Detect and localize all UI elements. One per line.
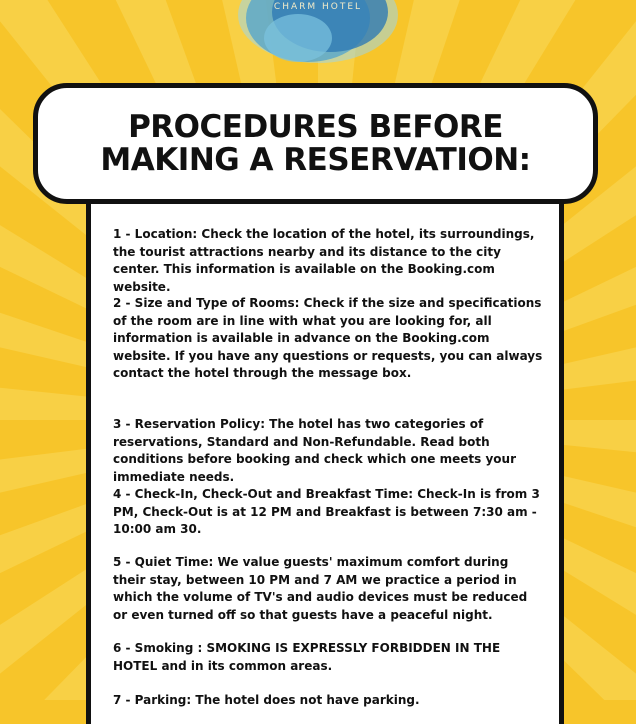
- page-title-line-2: MAKING A RESERVATION:: [100, 141, 531, 178]
- logo-text: CHARM HOTEL: [273, 2, 363, 12]
- procedure-item-reservation-policy: 3 - Reservation Policy: The hotel has two categories of reservations, Standard and Non-Refundable. Read both conditions before booking and check which one meets your immediate needs.: [113, 417, 516, 484]
- procedure-item-smoking: 6 - Smoking : SMOKING IS EXPRESSLY FORBIDDEN IN THE HOTEL and in its common areas.: [113, 641, 501, 673]
- procedure-item-quiet-time: 5 - Quiet Time: We value guests' maximum comfort during their stay, between 10 PM and 7 AM we practice a period in which the volume of TV's and audio devices must be reduced or even turned off so that guests have a peaceful night.: [113, 555, 528, 622]
- procedures-panel: [86, 204, 564, 724]
- page-title-line-1: PROCEDURES BEFORE: [128, 108, 503, 145]
- title-banner: [33, 83, 598, 204]
- procedure-item-rooms: 2 - Size and Type of Rooms: Check if the size and specifications of the room are in line with what you are looking for, all information is available in advance on the Booking.com website. If you have any questions or requests, you can always contact the hotel through the message box.: [113, 296, 543, 380]
- procedure-item-parking: 7 - Parking: The hotel does not have parking.: [113, 693, 420, 707]
- hotel-logo: [238, 0, 398, 70]
- procedure-item-check-in: 4 - Check-In, Check-Out and Breakfast Time: Check-In is from 3 PM, Check-Out is at 12 PM and Breakfast is between 7:30 am - 10:00 am 30.: [113, 487, 540, 536]
- procedure-item-location: 1 - Location: Check the location of the hotel, its surroundings, the tourist attractions nearby and its distance to the city center. This information is available on the Booking.com website.: [113, 227, 535, 294]
